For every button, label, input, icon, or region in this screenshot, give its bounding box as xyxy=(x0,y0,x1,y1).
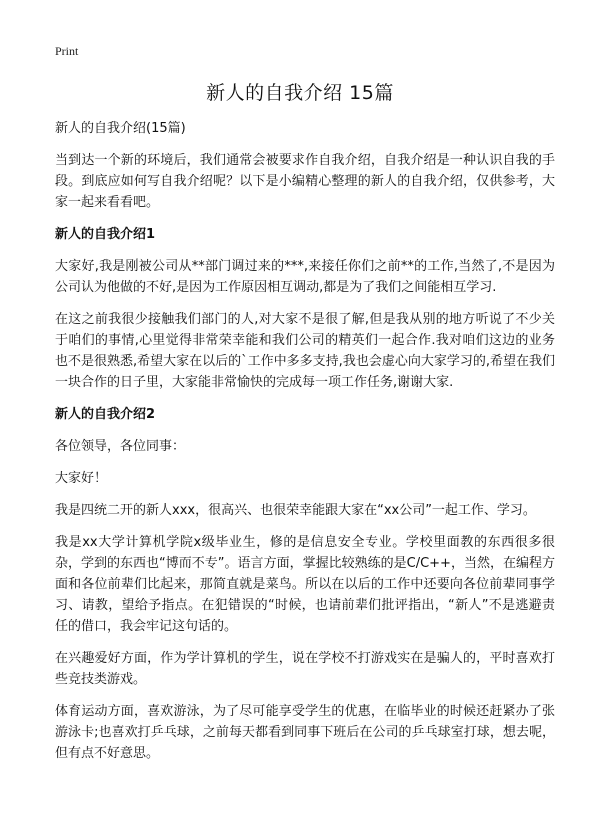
paragraph: 体育运动方面，喜欢游泳，为了尽可能享受学生的优惠，在临毕业的时候还赶紧办了张游泳卡;也喜欢打乒乓球，之前每天都看到同事下班后在公司的乒乓球室打球，想去呢，但有点不好意思。 xyxy=(55,704,555,761)
article-body xyxy=(55,118,555,775)
paragraph: 我是四统二开的新人xxx，很高兴、也很荣幸能跟大家在“xx公司”一起工作、学习。 xyxy=(55,503,536,518)
paragraph: 大家好,我是刚被公司从**部门调过来的***,来接任你们之前**的工作,当然了,不是因为公司认为他做的不好,是因为工作原因相互调动,都是为了我们之间能相互学习. xyxy=(55,259,555,295)
paragraph: 在兴趣爱好方面，作为学计算机的学生，说在学校不打游戏实在是骗人的，平时喜欢打些竞技类游戏。 xyxy=(55,651,555,687)
page-title: 新人的自我介绍 15篇 xyxy=(206,82,394,104)
paragraph: 我是xx大学计算机学院x级毕业生，修的是信息安全专业。学校里面教的东西很多很杂，学到的东西也“博而不专”。语言方面，掌握比较熟练的是C/C++，当然，在编程方面和各位前辈们比起来，那简直就是菜鸟。所以在以后的工作中还要向各位前辈同事学习、请教，望给予指点。在犯错误的“时候，也请前辈们批评指出，“新人”不是逃避责任的借口，我会牢记这句话的。 xyxy=(55,535,555,634)
greeting: 大家好！ xyxy=(55,471,108,486)
salutation: 各位领导，各位同事： xyxy=(55,439,186,454)
intro-paragraph: 当到达一个新的环境后，我们通常会被要求作自我介绍，自我介绍是一种认识自我的手段。到底应如何写自我介绍呢？以下是小编精心整理的新人的自我介绍，仅供参考，大家一起来看看吧。 xyxy=(55,153,555,210)
article-subtitle: 新人的自我介绍(15篇) xyxy=(55,121,186,136)
section-heading: 新人的自我介绍1 xyxy=(55,227,156,242)
paragraph: 在这之前我很少接触我们部门的人,对大家不是很了解,但是我从别的地方听说了不少关于咱们的事情,心里觉得非常荣幸能和我们公司的精英们一起合作.我对咱们这边的业务也不是很熟悉,希望大家在以后的`工作中多多支持,我也会虚心向大家学习的,希望在我们一块合作的日子里，大家能非常愉快的完成每一项工作任务,谢谢大家. xyxy=(55,312,555,390)
section-heading: 新人的自我介绍2 xyxy=(55,407,156,422)
print-link[interactable]: Print xyxy=(55,44,79,58)
